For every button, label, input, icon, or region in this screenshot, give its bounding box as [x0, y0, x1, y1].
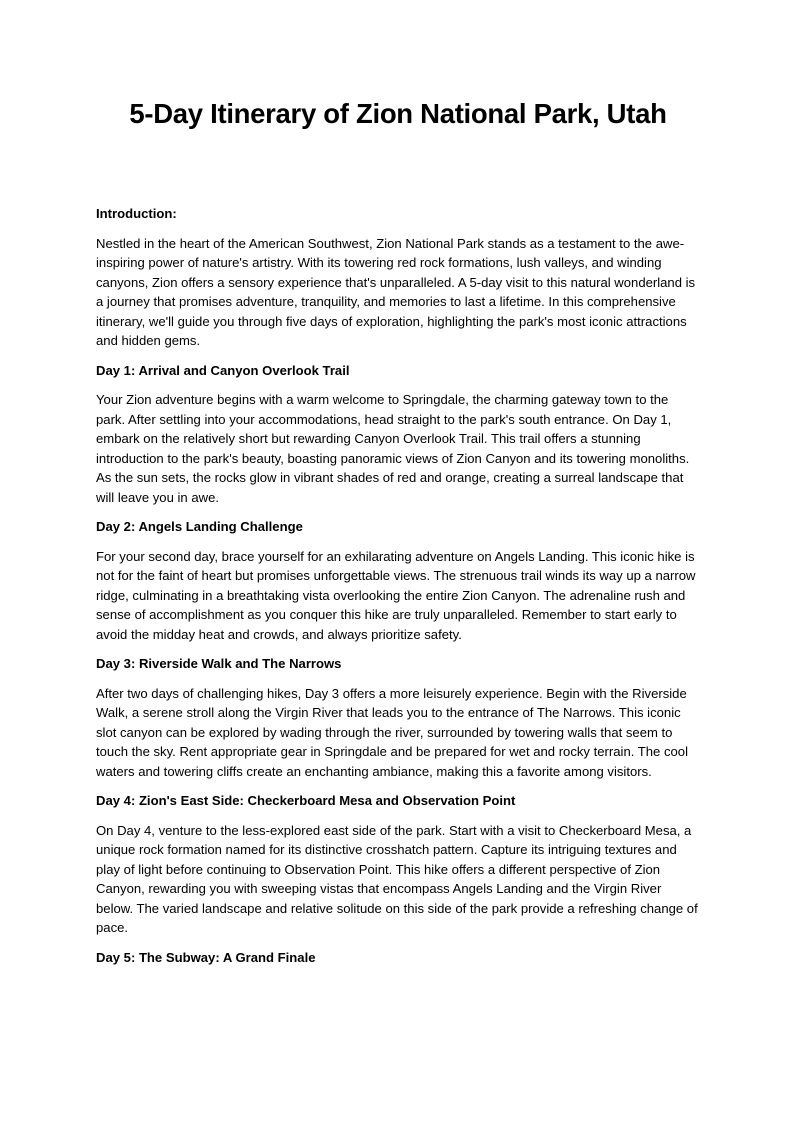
section-paragraph: Your Zion adventure begins with a warm welcome to Springdale, the charming gateway town to the park. After settling into your accommodations, head straight to the park's south entrance. On Day 1, embark on the relatively short but rewarding Canyon Overlook Trail. This trail offers a stunning introduction to the park's beauty, boasting panoramic views of Zion Canyon and its towering monoliths. As the sun sets, the rocks glow in vibrant shades of red and orange, creating a surreal landscape that will leave you in awe. [96, 392, 690, 505]
section-paragraph: For your second day, brace yourself for an exhilarating adventure on Angels Landing. This iconic hike is not for the faint of heart but promises unforgettable views. The strenuous trail winds its way up a narrow ridge, culminating in a breathtaking vista overlooking the entire Zion Canyon. The adrenaline rush and sense of accomplishment as you conquer this hike are truly unparalleled. Remember to start early to avoid the midday heat and crowds, and always prioritize safety. [96, 548, 696, 642]
section-paragraph: Nestled in the heart of the American Southwest, Zion National Park stands as a testament to the awe-inspiring power of nature's artistry. With its towering red rock formations, lush valleys, and winding canyons, Zion offers a sensory experience that's unparalleled. A 5-day visit to this natural wonderland is a journey that promises adventure, tranquility, and memories to last a lifetime. In this comprehensive itinerary, we'll guide you through five days of exploration, highlighting the park's most iconic attractions and hidden gems. [96, 235, 696, 348]
section-heading: Day 3: Riverside Walk and The Narrows [96, 656, 342, 671]
document-content [96, 204, 700, 977]
section-day-2 [96, 517, 700, 644]
section-heading: Day 4: Zion's East Side: Checkerboard Mesa and Observation Point [96, 793, 516, 808]
section-day-4 [96, 791, 700, 938]
section-day-5 [96, 948, 700, 968]
section-day-1 [96, 361, 700, 508]
section-heading: Day 5: The Subway: A Grand Finale [96, 949, 316, 965]
section-heading: Day 1: Arrival and Canyon Overlook Trail [96, 362, 350, 378]
section-introduction [96, 204, 700, 351]
section-paragraph: On Day 4, venture to the less-explored east side of the park. Start with a visit to Checkerboard Mesa, a unique rock formation named for its distinctive crosshatch pattern. Capture its intriguing textures and play of light before continuing to Observation Point. This hike offers a different perspective of Zion Canyon, rewarding you with sweeping vistas that encompass Angels Landing and the Virgin River below. The varied landscape and relative solitude on this side of the park provide a refreshing change of pace. [96, 822, 698, 935]
section-paragraph: After two days of challenging hikes, Day 3 offers a more leisurely experience. Begin with the Riverside Walk, a serene stroll along the Virgin River that leads you to the entrance of The Narrows. This iconic slot canyon can be explored by wading through the river, surrounded by towering walls that seem to touch the sky. Rent appropriate gear in Springdale and be prepared for wet and rocky terrain. The cool waters and towering cliffs create an enchanting ambiance, making this a favorite among visitors. [96, 685, 688, 779]
section-heading: Day 2: Angels Landing Challenge [96, 519, 303, 534]
section-heading: Introduction: [96, 206, 177, 221]
page-title: 5-Day Itinerary of Zion National Park, Utah [129, 98, 667, 129]
section-day-3 [96, 654, 700, 781]
